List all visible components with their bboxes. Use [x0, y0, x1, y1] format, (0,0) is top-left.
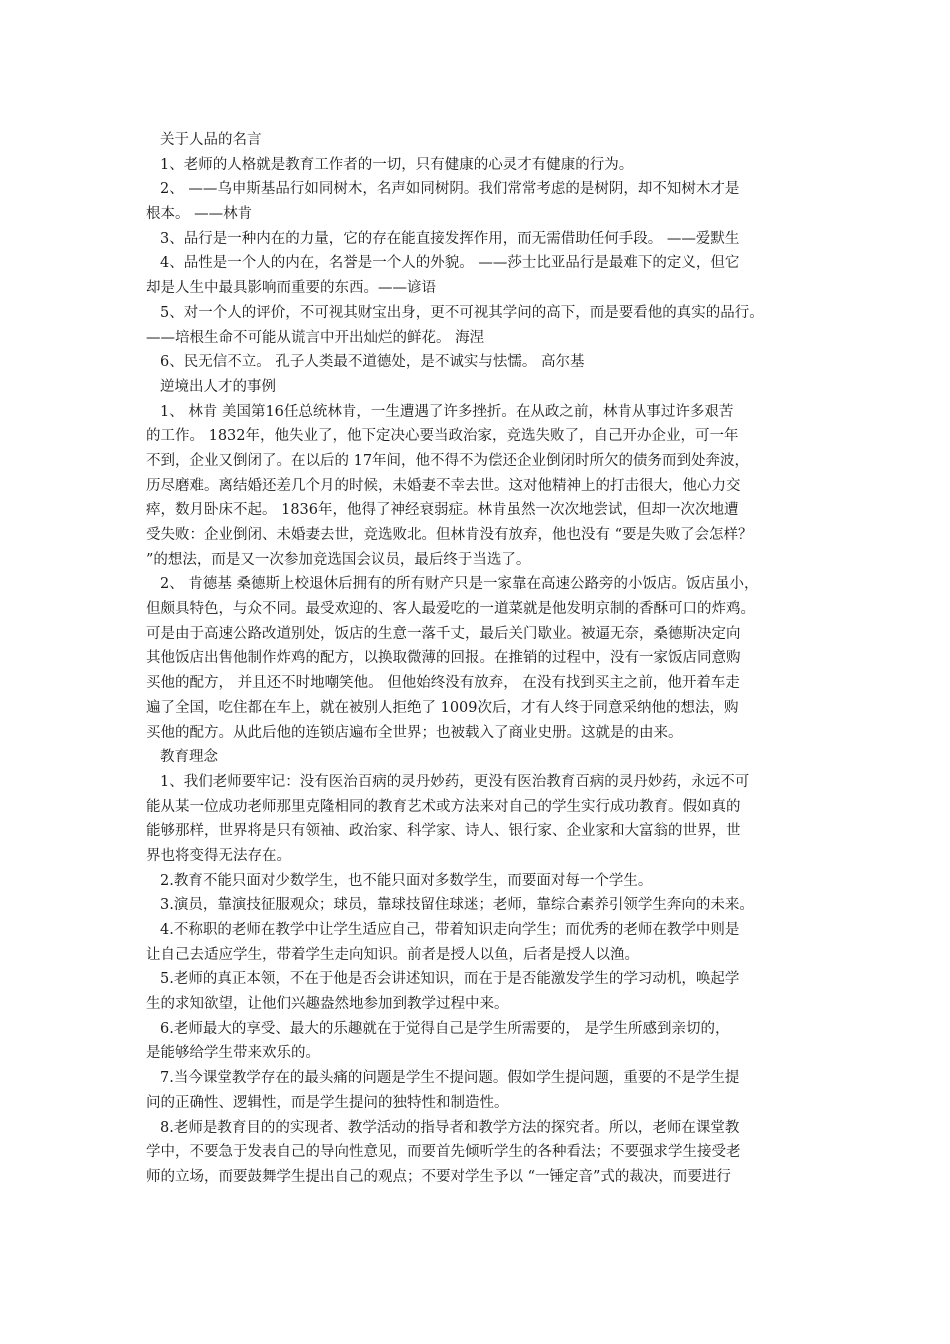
- text-line: 买他的配方， 并且还不时地嘲笑他。 但他始终没有放弃， 在没有找到买主之前，他开着车走: [146, 675, 740, 692]
- text-line: 2.教育不能只面对少数学生，也不能只面对多数学生，而要面对每一个学生。: [160, 872, 653, 889]
- text-line: 5、对一个人的评价，不可视其财宝出身，更不可视其学问的高下，而是要看他的真实的品行。: [160, 304, 764, 321]
- text-line: 受失败：企业倒闭、未婚妻去世，竞选败北。但林肯没有放弃，他也没有 “要是失败了会怎样？: [146, 527, 753, 543]
- text-line: 能从某一位成功老师那里克隆相同的教育艺术或方法来对自己的学生实行成功教育。假如真的: [146, 798, 741, 815]
- text-line: 6、民无信不立。 孔子人类最不道德处，是不诚实与怯懦。 高尔基: [160, 354, 585, 371]
- text-line: 其他饭店出售他制作炸鸡的配方，以换取微薄的回报。在推销的过程中，没有一家饭店同意购: [146, 650, 741, 667]
- text-line: 关于人品的名言: [160, 132, 262, 148]
- text-line: 历尽磨难。离结婚还差几个月的时候，未婚妻不幸去世。这对他精神上的打击很大，他心力交: [146, 477, 741, 494]
- text-line: 不到，企业又倒闭了。在以后的 17年间，他不得不为偿还企业倒闭时所欠的债务而到处奔波，: [146, 452, 750, 469]
- text-line: 是能够给学生带来欢乐的。: [146, 1045, 320, 1062]
- text-line: 1、老师的人格就是教育工作者的一切，只有健康的心灵才有健康的行为。: [160, 156, 634, 173]
- text-line: 1、我们老师要牢记：没有医治百病的灵丹妙药，更没有医治教育百病的灵丹妙药，永远不可: [160, 773, 750, 790]
- text-line: 生的求知欲望，让他们兴趣盎然地参加到教学过程中来。: [146, 996, 509, 1013]
- text-line: 却是人生中最具影响而重要的东西。——谚语: [146, 280, 436, 297]
- text-line: 根本。 ——林肯: [146, 206, 253, 223]
- text-line: 师的立场，而要鼓舞学生提出自己的观点；不要对学生予以 “一锤定音”式的裁决，而要进行: [146, 1168, 731, 1185]
- text-line: 1、 林肯 美国第16任总统林肯，一生遭遇了许多挫折。在从政之前，林肯从事过许多艰苦: [160, 403, 734, 420]
- text-line: 学中，不要急于发表自己的导向性意见，而要首先倾听学生的各种看法；不要强求学生接受老: [146, 1144, 741, 1161]
- text-line: 6.老师最大的享受、最大的乐趣就在于觉得自己是学生所需要的， 是学生所感到亲切的，: [160, 1020, 730, 1037]
- text-line: 8.老师是教育目的的实现者、教学活动的指导者和教学方法的探究者。所以，老师在课堂教: [160, 1119, 740, 1136]
- text-line: 让自己去适应学生，带着学生走向知识。前者是授人以鱼，后者是授人以渔。: [146, 946, 639, 963]
- text-line: ”的想法，而是又一次参加竞选国会议员，最后终于当选了。: [146, 551, 531, 568]
- text-line: 问的正确性、逻辑性，而是学生提问的独特性和制造性。: [146, 1094, 509, 1111]
- text-line: 瘁，数月卧床不起。 1836年，他得了神经衰弱症。林肯虽然一次次地尝试，但却一次次地遭: [146, 502, 739, 519]
- text-line: 但颇具特色，与众不同。最受欢迎的、客人最爱吃的一道菜就是他发明京制的香酥可口的炸鸡。: [146, 601, 755, 618]
- text-line: ——培根生命不可能从谎言中开出灿烂的鲜花。 海涅: [146, 329, 485, 346]
- text-line: 2、 ——乌申斯基品行如同树木，名声如同树阴。我们常常考虑的是树阴，却不知树木才是: [160, 181, 740, 198]
- text-line: 逆境出人才的事例: [160, 378, 276, 395]
- text-line: 4、品性是一个人的内在，名誉是一个人的外貌。 ——莎士比亚品行是最难下的定义，但它: [160, 255, 740, 272]
- text-line: 遍了全国，吃住都在车上，就在被别人拒绝了 1009次后，才有人终于同意采纳他的想法，购: [146, 699, 739, 716]
- text-line: 能够那样，世界将是只有领袖、政治家、科学家、诗人、银行家、企业家和大富翁的世界，世: [146, 823, 741, 840]
- document-body: [146, 128, 826, 1190]
- text-line: 3、品行是一种内在的力量，它的存在能直接发挥作用，而无需借助任何手段。 ——爱默生: [160, 230, 740, 247]
- text-line: 7.当今课堂教学存在的最头痛的问题是学生不提问题。假如学生提问题，重要的不是学生提: [160, 1070, 740, 1087]
- text-line: 4.不称职的老师在教学中让学生适应自己，带着知识走向学生；而优秀的老师在教学中则是: [160, 922, 740, 938]
- text-line: 3.演员，靠演技征服观众；球员，靠球技留住球迷；老师，靠综合素养引领学生奔向的未来。: [160, 897, 754, 914]
- text-line: 的工作。 1832年，他失业了，他下定决心要当政治家，竞选失败了，自己开办企业，可一年: [146, 428, 739, 445]
- text-line: 界也将变得无法存在。: [146, 847, 291, 864]
- text-line: 买他的配方。从此后他的连锁店遍布全世界；也被载入了商业史册。这就是的由来。: [146, 724, 683, 741]
- text-line: 教育理念: [160, 749, 218, 766]
- text-line: 5.老师的真正本领，不在于他是否会讲述知识，而在于是否能激发学生的学习动机，唤起学: [160, 971, 740, 988]
- text-line: 可是由于高速公路改道别处，饭店的生意一落千丈，最后关门歇业。被逼无奈，桑德斯决定向: [146, 625, 741, 642]
- text-line: 2、 肯德基 桑德斯上校退休后拥有的所有财产只是一家靠在高速公路旁的小饭店。饭店虽小，: [160, 576, 759, 593]
